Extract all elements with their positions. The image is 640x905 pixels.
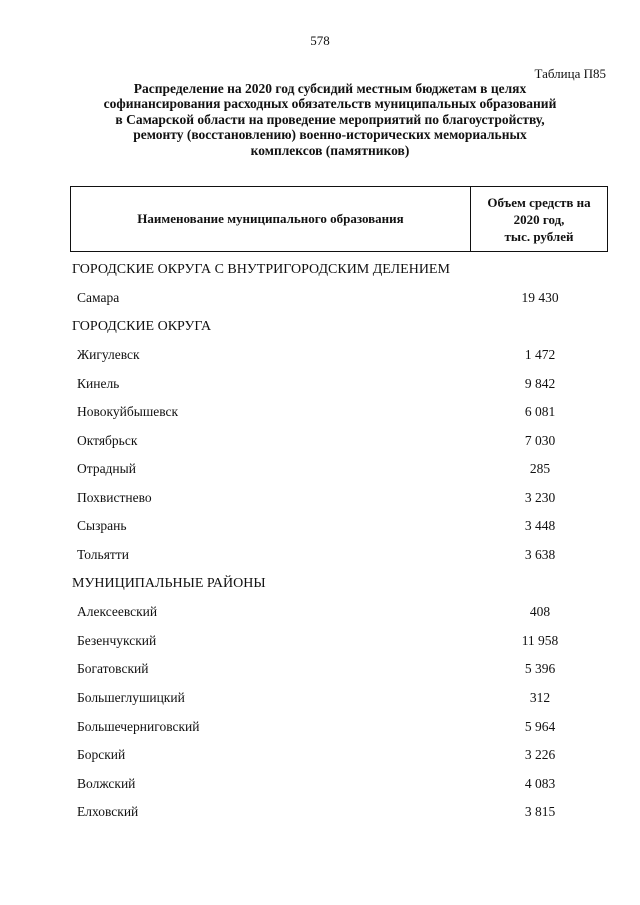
section-row xyxy=(0,262,640,282)
amount-value: 3 815 xyxy=(524,804,556,819)
table-row xyxy=(0,376,640,396)
amount-value: 7 030 xyxy=(524,433,556,448)
municipality-name: Безенчукский xyxy=(77,633,157,648)
table-row xyxy=(0,490,640,510)
municipality-name: Елховский xyxy=(77,804,139,819)
municipality-name: Самара xyxy=(77,290,120,305)
table-row xyxy=(0,404,640,424)
amount-value: 9 842 xyxy=(524,376,556,391)
section-title: МУНИЦИПАЛЬНЫЕ РАЙОНЫ xyxy=(72,576,266,591)
table-row xyxy=(0,547,640,567)
municipality-name: Сызрань xyxy=(77,518,127,533)
amount-value: 4 083 xyxy=(524,776,556,791)
table-row xyxy=(0,604,640,624)
section-title: ГОРОДСКИЕ ОКРУГА xyxy=(72,319,212,334)
municipality-name: Жигулевск xyxy=(77,347,140,362)
table-header xyxy=(70,186,608,252)
municipality-name: Большеглушицкий xyxy=(77,690,185,705)
table-label: Таблица П85 xyxy=(534,66,606,81)
amount-value: 408 xyxy=(529,604,551,619)
table-row xyxy=(0,633,640,653)
municipality-name: Похвистнево xyxy=(77,490,152,505)
amount-value: 3 226 xyxy=(524,747,556,762)
column-header-value: Объем средств на 2020 год, тыс. рублей xyxy=(487,194,591,244)
table-row xyxy=(0,433,640,453)
amount-value: 1 472 xyxy=(524,347,556,362)
amount-value: 285 xyxy=(529,461,551,476)
municipality-name: Борский xyxy=(77,747,126,762)
column-header-name: Наименование муниципального образования xyxy=(71,187,471,251)
table-row xyxy=(0,347,640,367)
amount-value: 3 448 xyxy=(524,518,556,533)
section-title: ГОРОДСКИЕ ОКРУГА С ВНУТРИГОРОДСКИМ ДЕЛЕНИЕМ xyxy=(72,262,450,277)
table-row xyxy=(0,776,640,796)
document-title: Распределение на 2020 год субсидий местным бюджетам в целях софинансирования расходных обязательств муниципальных образований в Самарской области на проведение мероприятий по благоустройству, ремонту (восстановлению) военно-исторических мемориальных комплексов (памятников) xyxy=(103,81,557,158)
table-row xyxy=(0,690,640,710)
table-row xyxy=(0,747,640,767)
amount-value: 3 638 xyxy=(524,547,556,562)
municipality-name: Алексеевский xyxy=(77,604,158,619)
amount-value: 3 230 xyxy=(524,490,556,505)
municipality-name: Октябрьск xyxy=(77,433,138,448)
amount-value: 11 958 xyxy=(521,633,559,648)
municipality-name: Большечерниговский xyxy=(77,719,200,734)
section-row xyxy=(0,576,640,596)
amount-value: 5 396 xyxy=(524,661,556,676)
municipality-name: Богатовский xyxy=(77,661,149,676)
table-row xyxy=(0,290,640,310)
municipality-name: Волжский xyxy=(77,776,136,791)
table-row xyxy=(0,804,640,824)
table-row xyxy=(0,461,640,481)
municipality-name: Тольятти xyxy=(77,547,129,562)
table-row xyxy=(0,518,640,538)
amount-value: 19 430 xyxy=(521,290,559,305)
amount-value: 312 xyxy=(529,690,551,705)
municipality-name: Кинель xyxy=(77,376,120,391)
amount-value: 6 081 xyxy=(524,404,556,419)
municipality-name: Отрадный xyxy=(77,461,136,476)
table-row xyxy=(0,661,640,681)
municipality-name: Новокуйбышевск xyxy=(77,404,179,419)
amount-value: 5 964 xyxy=(524,719,556,734)
table-row xyxy=(0,719,640,739)
page-number: 578 xyxy=(310,33,330,48)
section-row xyxy=(0,319,640,339)
